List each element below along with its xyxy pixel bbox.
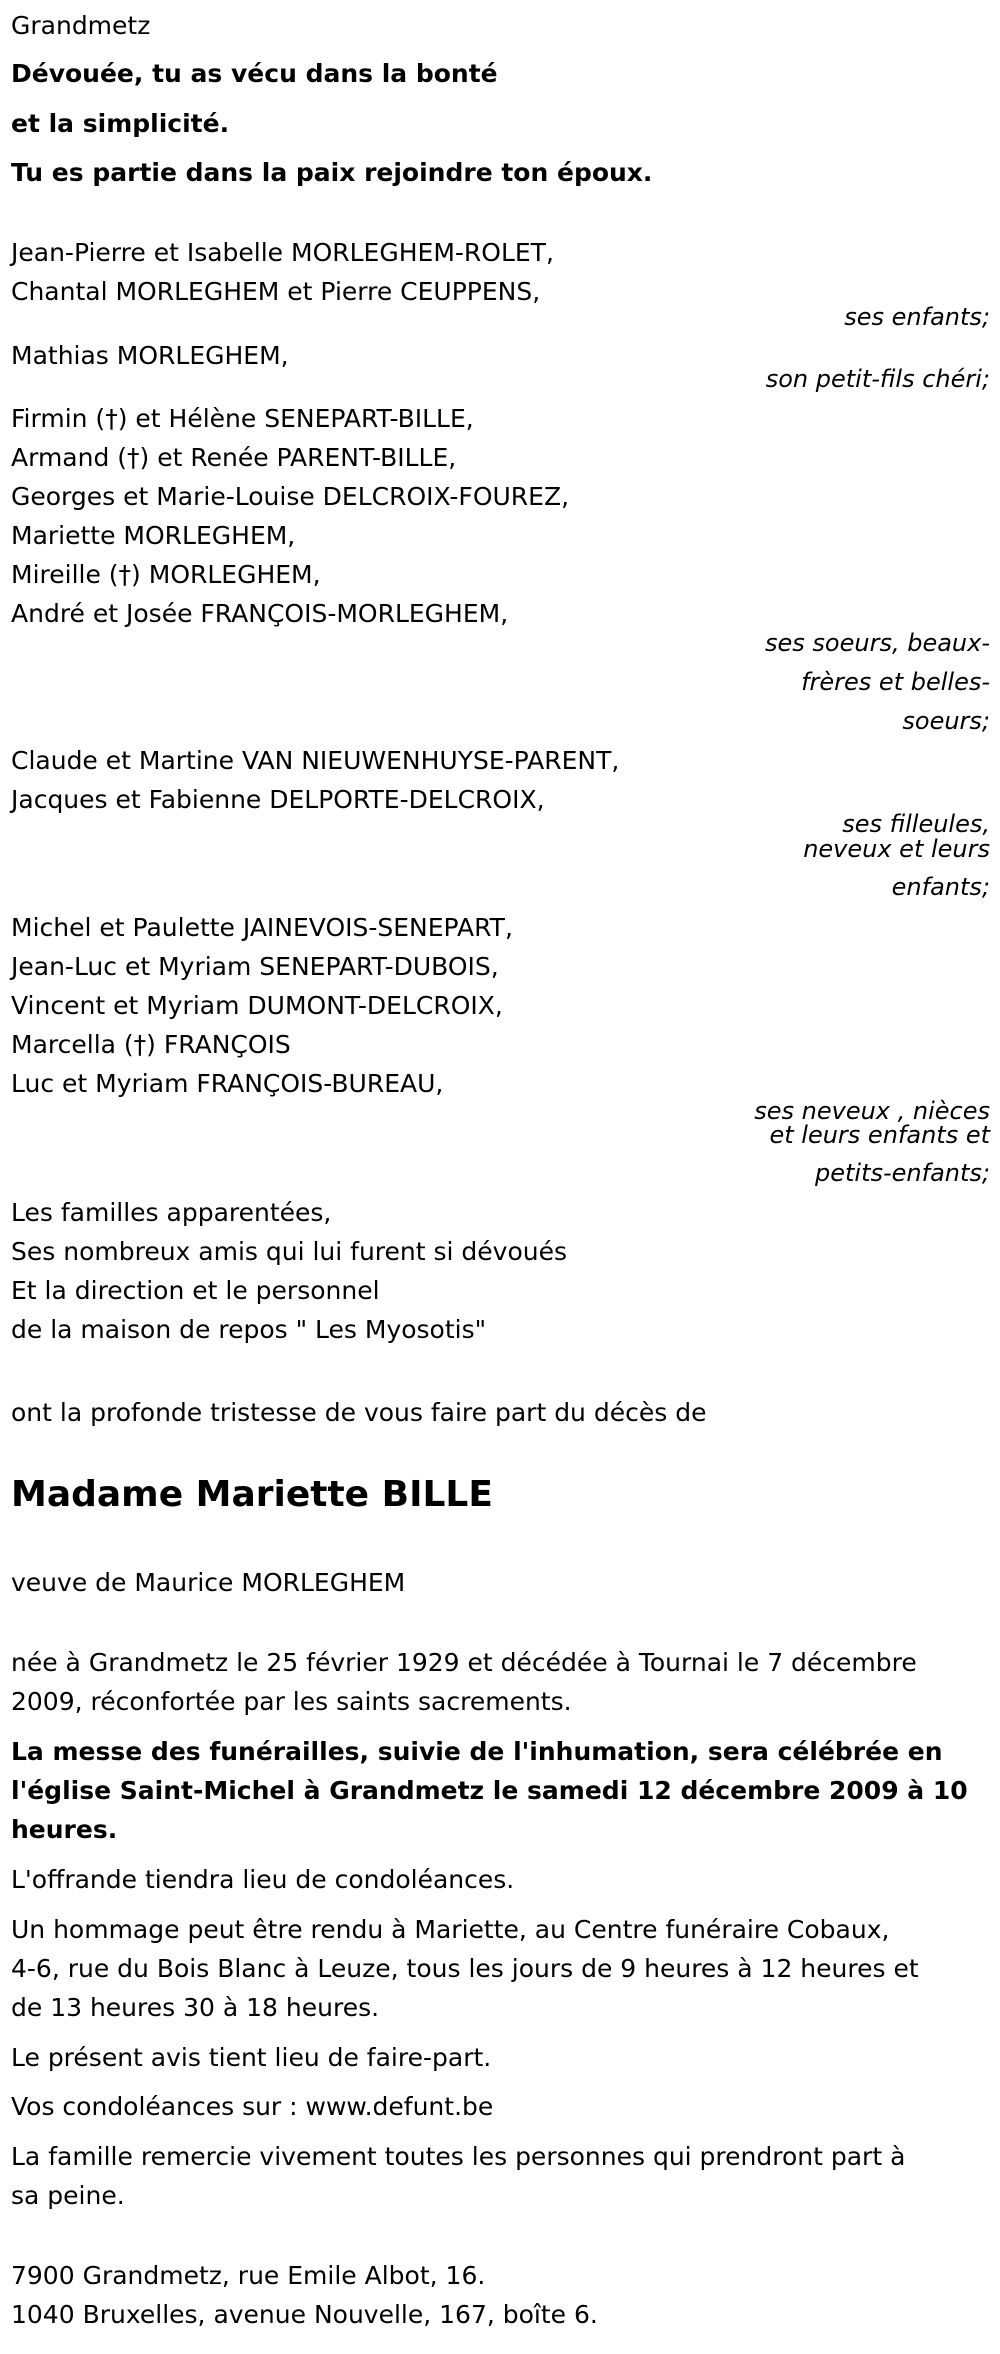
- birth-death-line: née à Grandmetz le 25 février 1929 et décédée à Tournai le 7 décembre: [11, 1648, 917, 1677]
- address-line: 7900 Grandmetz, rue Emile Albot, 16.: [11, 2261, 486, 2290]
- family-name-line: Jean-Pierre et Isabelle MORLEGHEM-ROLET,: [11, 238, 554, 267]
- family-name-line: Jacques et Fabienne DELPORTE-DELCROIX,: [11, 785, 545, 814]
- family-name-line: Georges et Marie-Louise DELCROIX-FOUREZ,: [11, 482, 570, 511]
- others-line: Ses nombreux amis qui lui furent si dévoués: [11, 1237, 568, 1266]
- relation-siblings: ses soeurs, beaux-: [765, 629, 990, 657]
- others-line: de la maison de repos " Les Myosotis": [11, 1315, 487, 1344]
- family-name-line: Armand (†) et Renée PARENT-BILLE,: [11, 443, 457, 472]
- relation-grandson: son petit-fils chéri;: [765, 365, 990, 393]
- epitaph-line: et la simplicité.: [11, 109, 230, 138]
- relation-goddaughters: enfants;: [891, 873, 990, 901]
- thanks-line: sa peine.: [11, 2181, 125, 2210]
- family-name-line: Firmin (†) et Hélène SENEPART-BILLE,: [11, 404, 474, 433]
- epitaph-line: Tu es partie dans la paix rejoindre ton époux.: [11, 158, 653, 187]
- relation-nephews: ses neveux , nièces: [754, 1097, 990, 1125]
- family-name-line: Luc et Myriam FRANÇOIS-BUREAU,: [11, 1069, 444, 1098]
- thanks-line: La famille remercie vivement toutes les personnes qui prendront part à: [11, 2142, 906, 2171]
- family-name-line: André et Josée FRANÇOIS-MORLEGHEM,: [11, 599, 509, 628]
- relation-nephews: petits-enfants;: [815, 1159, 990, 1187]
- family-name-line: Mariette MORLEGHEM,: [11, 521, 296, 550]
- notice: Le présent avis tient lieu de faire-part.: [11, 2043, 492, 2072]
- relation-goddaughters: ses filleules,: [842, 810, 990, 838]
- family-name-line: Claude et Martine VAN NIEUWENHUYSE-PARENT,: [11, 746, 620, 775]
- epitaph-line: Dévouée, tu as vécu dans la bonté: [11, 59, 498, 88]
- tribute-line: 4-6, rue du Bois Blanc à Leuze, tous les jours de 9 heures à 12 heures et: [11, 1954, 919, 1983]
- relation-siblings: frères et belles-: [801, 668, 990, 696]
- relation-nephews: et leurs enfants et: [769, 1121, 990, 1149]
- family-name-line: Mireille (†) MORLEGHEM,: [11, 560, 321, 589]
- address-line: 1040 Bruxelles, avenue Nouvelle, 167, boîte 6.: [11, 2300, 598, 2329]
- relation-goddaughters: neveux et leurs: [803, 835, 990, 863]
- tribute-line: de 13 heures 30 à 18 heures.: [11, 1993, 380, 2022]
- tribute-line: Un hommage peut être rendu à Mariette, au Centre funéraire Cobaux,: [11, 1915, 890, 1944]
- announcement: ont la profonde tristesse de vous faire part du décès de: [11, 1398, 707, 1427]
- family-name-line: Michel et Paulette JAINEVOIS-SENEPART,: [11, 913, 513, 942]
- family-name-line: Vincent et Myriam DUMONT-DELCROIX,: [11, 991, 503, 1020]
- condolences: Vos condoléances sur : www.defunt.be: [11, 2092, 494, 2121]
- deceased-name: Madame Mariette BILLE: [11, 1474, 493, 1515]
- offering: L'offrande tiendra lieu de condoléances.: [11, 1865, 515, 1894]
- family-name-line: Mathias MORLEGHEM,: [11, 341, 289, 370]
- funeral-line: heures.: [11, 1815, 118, 1844]
- relation-siblings: soeurs;: [902, 707, 990, 735]
- family-name-line: Jean-Luc et Myriam SENEPART-DUBOIS,: [11, 952, 499, 981]
- others-line: Les familles apparentées,: [11, 1198, 332, 1227]
- family-name-line: Chantal MORLEGHEM et Pierre CEUPPENS,: [11, 277, 541, 306]
- family-name-line: Marcella (†) FRANÇOIS: [11, 1030, 291, 1059]
- others-line: Et la direction et le personnel: [11, 1276, 380, 1305]
- funeral-line: l'église Saint-Michel à Grandmetz le samedi 12 décembre 2009 à 10: [11, 1776, 968, 1805]
- widow-of: veuve de Maurice MORLEGHEM: [11, 1568, 406, 1597]
- birth-death-line: 2009, réconfortée par les saints sacrements.: [11, 1687, 572, 1716]
- funeral-line: La messe des funérailles, suivie de l'inhumation, sera célébrée en: [11, 1737, 943, 1766]
- relation-children: ses enfants;: [844, 303, 990, 331]
- place-header: Grandmetz: [11, 11, 151, 40]
